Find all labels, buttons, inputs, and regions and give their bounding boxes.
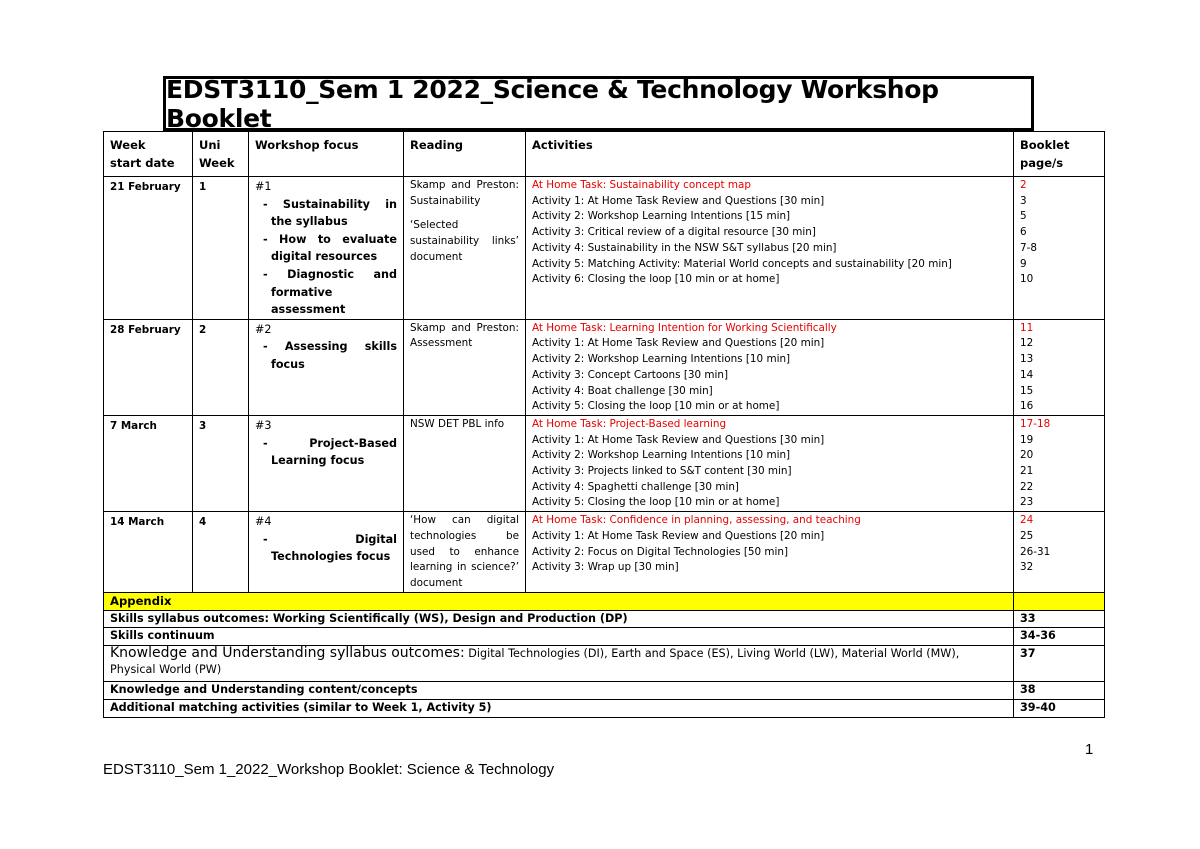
uni-week: 4 [193,512,249,593]
table-row [104,512,1105,593]
appendix-pages-empty [1014,592,1105,610]
appendix-pages: 34-36 [1014,628,1105,646]
workshop-focus: #4 - Digital Technologies focus [249,512,404,593]
workshop-focus: #2 - Assessing skills focus [249,319,404,415]
table-row [104,177,1105,320]
appendix-pages: 39-40 [1014,699,1105,717]
appendix-item: Skills syllabus outcomes: Working Scientifically (WS), Design and Production (DP) [104,610,1014,628]
week-start: 7 March [104,415,193,511]
activities: At Home Task: Sustainability concept map Activity 1: At Home Task Review and Questions [30 min] Activity 2: Workshop Learning Intentions [15 min] Activity 3: Critical review of a digital resource [30 min] Activity 4: Sustainability in the NSW S&T syllabus [20 min] Activity 5: Matching Activity: Material World concepts and sustainability [20 min] Activity 6: Closing the loop [10 min or at home] [526,177,1014,320]
reading: ‘How can digital technologies be used to enhance learning in science?’ document [404,512,526,593]
table-row [104,319,1105,415]
table-row [104,628,1105,646]
week-start: 21 February [104,177,193,320]
appendix-pages: 33 [1014,610,1105,628]
appendix-item: Additional matching activities (similar to Week 1, Activity 5) [104,699,1014,717]
activities: At Home Task: Learning Intention for Working Scientifically Activity 1: At Home Task Review and Questions [20 min] Activity 2: Workshop Learning Intentions [10 min] Activity 3: Concept Cartoons [30 min] Activity 4: Boat challenge [30 min] Activity 5: Closing the loop [10 min or at home] [526,319,1014,415]
header-reading: Reading [404,132,526,177]
reading: NSW DET PBL info [404,415,526,511]
appendix-header-row [104,592,1105,610]
table-row [104,646,1105,682]
header-pages: Booklet page/s [1014,132,1105,177]
week-start: 14 March [104,512,193,593]
footer-text: EDST3110_Sem 1_2022_Workshop Booklet: Science & Technology [103,761,555,778]
booklet-pages: 11 12 13 14 15 16 [1014,319,1105,415]
table-row [104,415,1105,511]
table-row [104,699,1105,717]
booklet-pages: 2 3 5 6 7-8 9 10 [1014,177,1105,320]
appendix-pages: 37 [1014,646,1105,682]
booklet-pages: 17-18 19 20 21 22 23 [1014,415,1105,511]
document-title: EDST3110_Sem 1 2022_Science & Technology Workshop Booklet [163,76,1034,131]
activities: At Home Task: Confidence in planning, assessing, and teaching Activity 1: At Home Task Review and Questions [20 min] Activity 2: Focus on Digital Technologies [50 min] Activity 3: Wrap up [30 min] [526,512,1014,593]
table-header-row [104,132,1105,177]
table-row [104,610,1105,628]
header-uni-week: Uni Week [193,132,249,177]
table-row [104,682,1105,700]
booklet-pages: 24 25 26-31 32 [1014,512,1105,593]
appendix-pages: 38 [1014,682,1105,700]
uni-week: 2 [193,319,249,415]
page-number: 1 [1085,741,1094,758]
appendix-item: Knowledge and Understanding content/concepts [104,682,1014,700]
week-start: 28 February [104,319,193,415]
activities: At Home Task: Project-Based learning Activity 1: At Home Task Review and Questions [30 min] Activity 2: Workshop Learning Intentions [10 min] Activity 3: Projects linked to S&T content [30 min] Activity 4: Spaghetti challenge [30 min] Activity 5: Closing the loop [10 min or at home] [526,415,1014,511]
uni-week: 1 [193,177,249,320]
appendix-label: Appendix [104,592,1014,610]
header-activities: Activities [526,132,1014,177]
appendix-item: Knowledge and Understanding syllabus outcomes: Digital Technologies (DI), Earth and Space (ES), Living World (LW), Material World (MW), Physical World (PW) [104,646,1014,682]
reading: Skamp and Preston: Assessment [404,319,526,415]
uni-week: 3 [193,415,249,511]
appendix-item: Skills continuum [104,628,1014,646]
workshop-focus: #1 - Sustainability in the syllabus - How to evaluate digital resources - Diagnostic and formative assessment [249,177,404,320]
header-week: Week start date [104,132,193,177]
reading: Skamp and Preston: Sustainability ‘Selected sustainability links’ document [404,177,526,320]
workshop-table [103,131,1105,718]
workshop-focus: #3 - Project-Based Learning focus [249,415,404,511]
header-focus: Workshop focus [249,132,404,177]
